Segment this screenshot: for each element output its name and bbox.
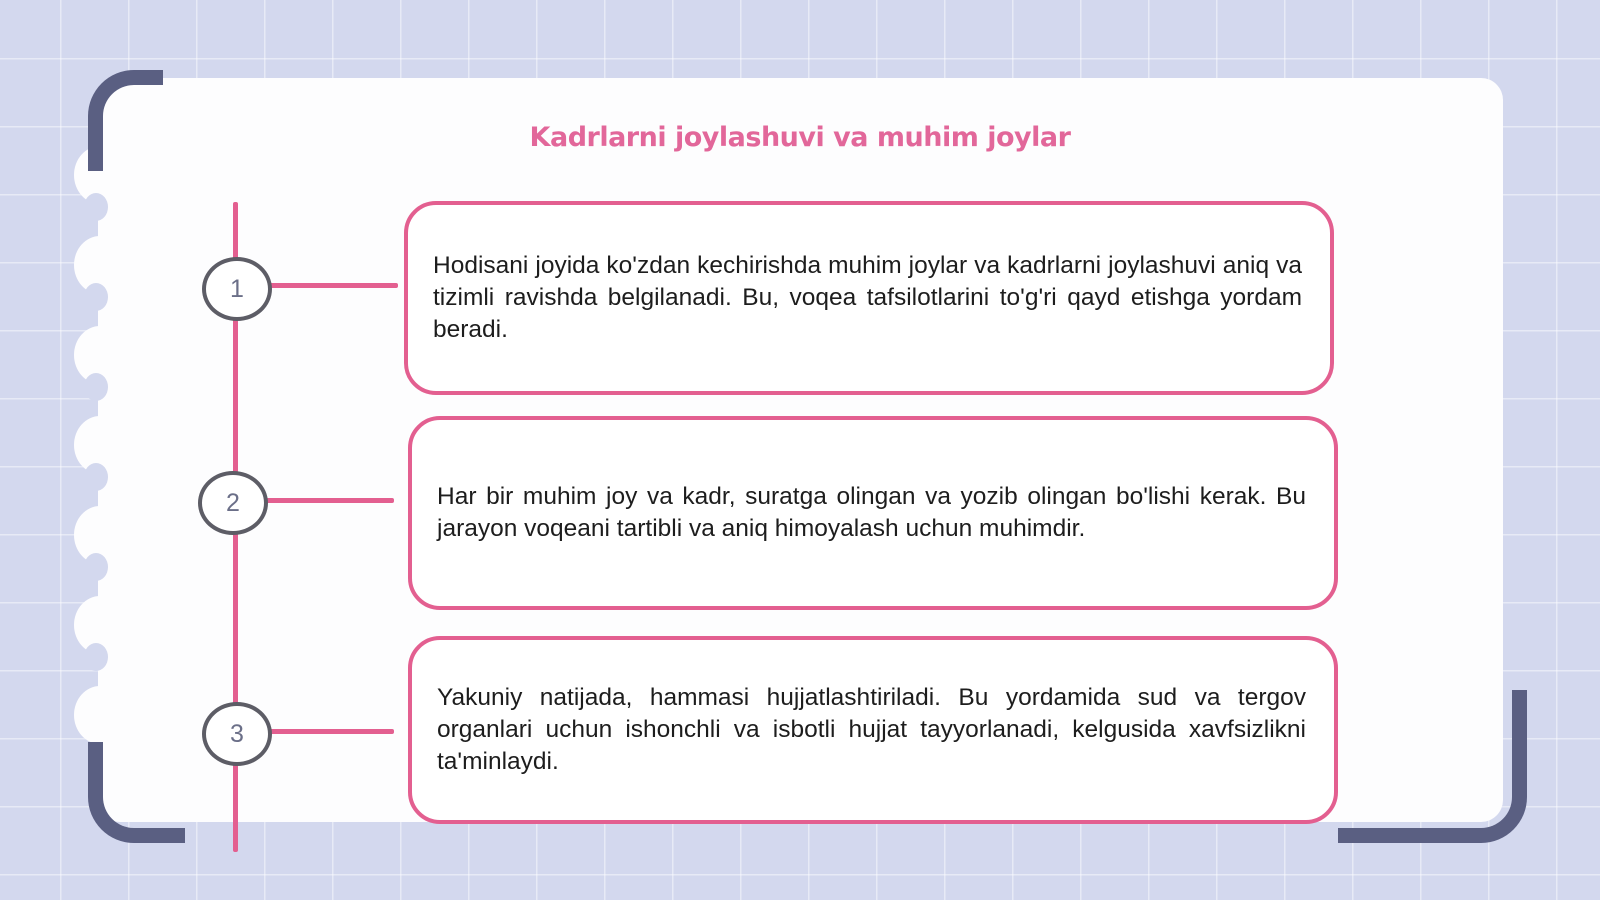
- slide-title: Kadrlarni joylashuvi va muhim joylar: [529, 122, 1071, 153]
- step-text-1: Hodisani joyida ko'zdan kechirishda muhim joylar va kadrlarni joylashuvi aniq va tizimli ravishda belgilanadi. Bu, voqea tafsilotlarini to'g'ri qayd etishga yordam beradi.: [433, 252, 1302, 343]
- timeline-connector-2: [258, 498, 394, 503]
- corner-bracket-bottom-right: [1338, 690, 1527, 843]
- timeline-connector-1: [262, 283, 398, 288]
- step-number-2: 2: [198, 471, 268, 535]
- card-notch: [84, 463, 108, 491]
- corner-bracket-bottom-left: [88, 742, 185, 843]
- corner-bracket-top-left: [88, 70, 163, 171]
- card-notch: [84, 193, 108, 221]
- card-notch: [84, 553, 108, 581]
- step-text-2: Har bir muhim joy va kadr, suratga olingan va yozib olingan bo'lishi kerak. Bu jarayon voqeani tartibli va aniq himoyalash uchun muhimdir.: [437, 483, 1306, 542]
- card-notch: [84, 283, 108, 311]
- card-notch: [84, 373, 108, 401]
- step-text-3: Yakuniy natijada, hammasi hujjatlashtiriladi. Bu yordamida sud va tergov organlari uchun ishonchli va isbotli hujjat tayyorlanadi, kelgusida xavfsizlikni ta'minlaydi.: [437, 684, 1306, 775]
- card-scallop: [74, 686, 126, 744]
- card-notch: [84, 643, 108, 671]
- step-box-3: [408, 636, 1338, 824]
- step-box-2: [408, 416, 1338, 610]
- step-box-1: [404, 201, 1334, 395]
- step-number-1: 1: [202, 257, 272, 321]
- step-number-3: 3: [202, 702, 272, 766]
- timeline-connector-3: [262, 729, 394, 734]
